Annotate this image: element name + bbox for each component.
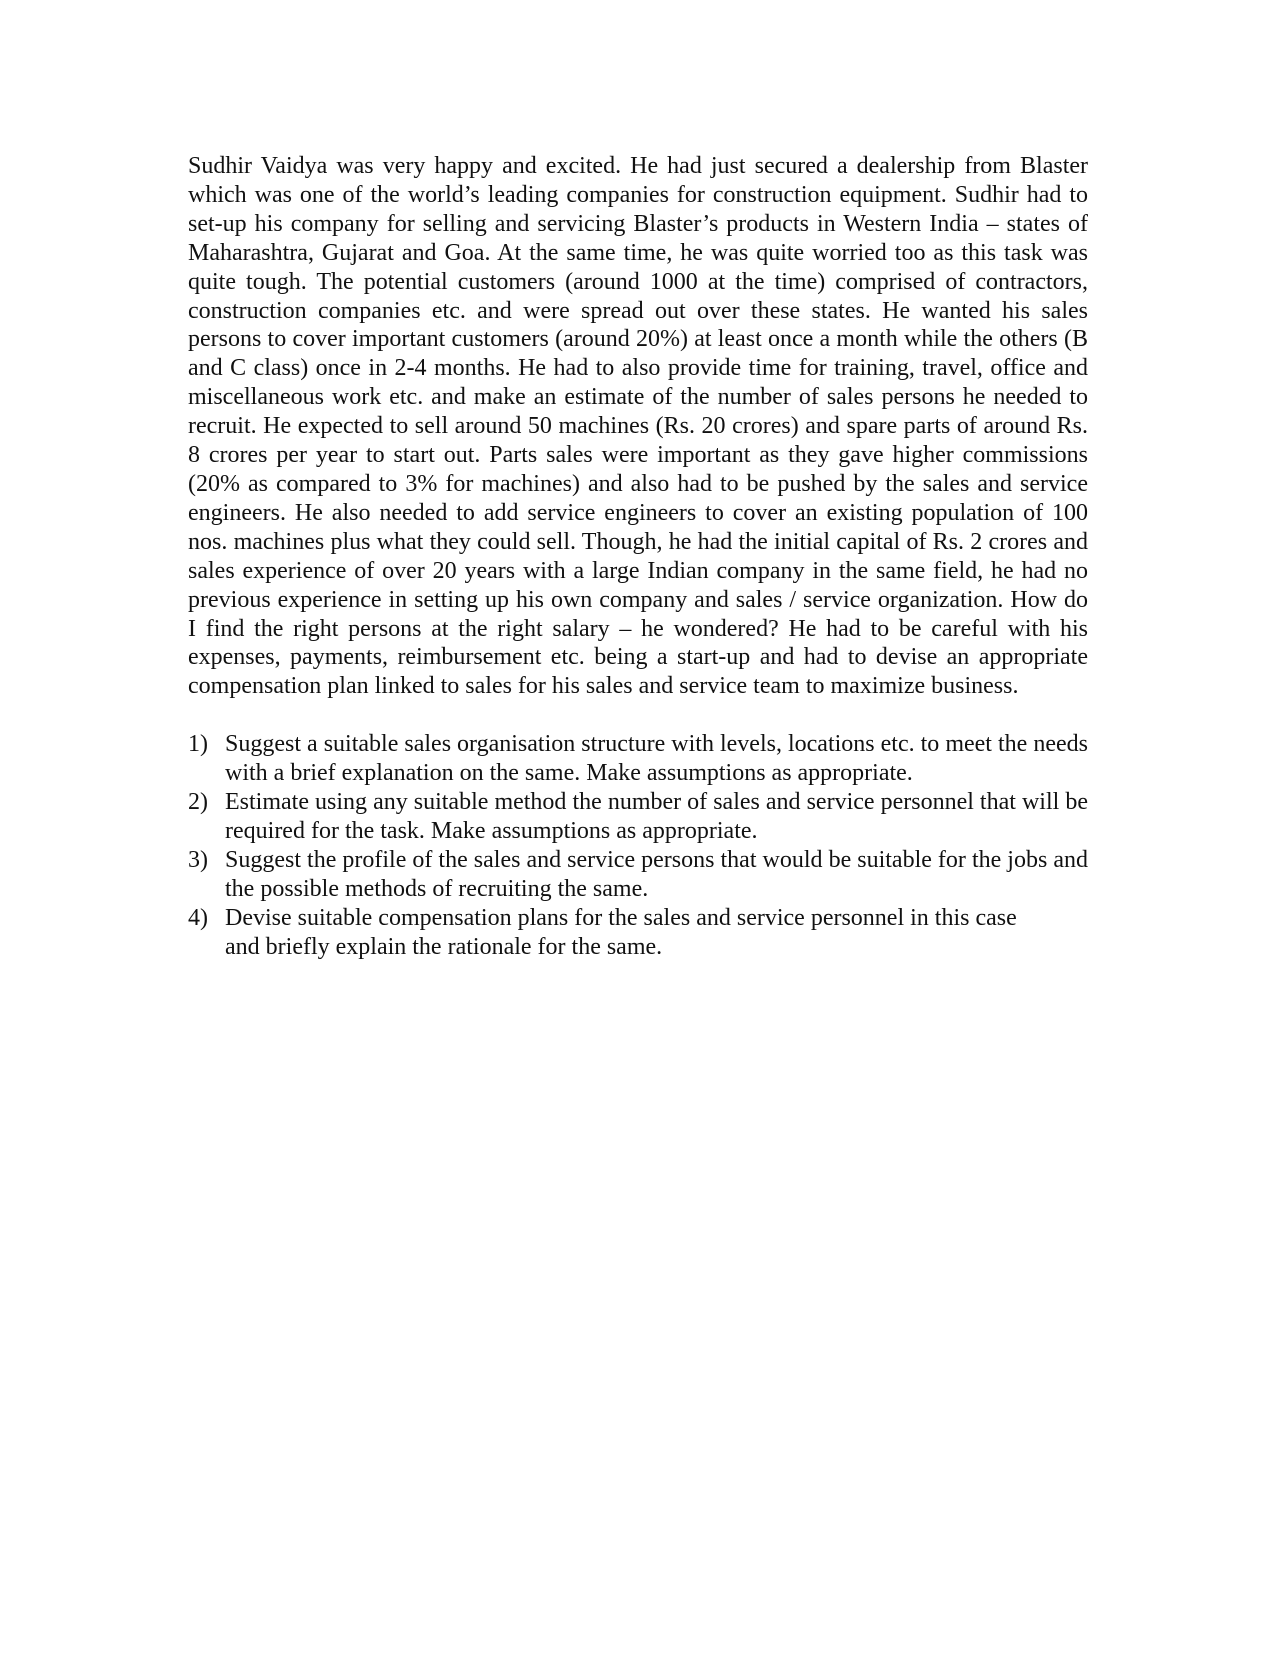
question-number: 4) xyxy=(188,904,208,931)
question-item xyxy=(188,904,1088,962)
question-number: 2) xyxy=(188,789,208,816)
question-text: Devise suitable compensation plans for the sales and service personnel in this case and briefly explain the rationale for the same. xyxy=(225,904,1017,960)
case-paragraph: Sudhir Vaidya was very happy and excited. He had just secured a dealership from Blaster which was one of the world’s leading companies for construction equipment. Sudhir had to set-up his company for selling and servicing Blaster’s products in Western India – states of Maharashtra, Gujarat and Goa. At the same time, he was quite worried too as this task was quite tough. The potential customers (around 1000 at the time) comprised of contractors, construction companies etc. and were spread out over these states. He wanted his sales persons to cover important customers (around 20%) at least once a month while the others (B and C class) once in 2-4 months. He had to also provide time for training, travel, office and miscellaneous work etc. and make an estimate of the number of sales persons he needed to recruit. He expected to sell around 50 machines (Rs. 20 crores) and spare parts of around Rs. 8 crores per year to start out. Parts sales were important as they gave higher commissions (20% as compared to 3% for machines) and also had to be pushed by the sales and service engineers. He also needed to add service engineers to cover an existing population of 100 nos. machines plus what they could sell. Though, he had the initial capital of Rs. 2 crores and sales experience of over 20 years with a large Indian company in the same field, he had no previous experience in setting up his own company and sales / service organization. How do I find the right persons at the right salary – he wondered? He had to be careful with his expenses, payments, reimbursement etc. being a start-up and had to devise an appropriate compensation plan linked to sales for his sales and service team to maximize business. xyxy=(188,153,1088,700)
question-item xyxy=(188,730,1088,788)
document-body xyxy=(188,152,1088,961)
question-list xyxy=(188,730,1088,961)
question-number: 3) xyxy=(188,846,208,873)
question-text: Suggest the profile of the sales and service persons that would be suitable for the jobs and the possible methods of recruiting the same. xyxy=(225,846,1088,902)
question-number: 1) xyxy=(188,731,208,758)
question-item xyxy=(188,846,1088,904)
question-text: Estimate using any suitable method the number of sales and service personnel that will be required for the task. Make assumptions as appropriate. xyxy=(225,789,1088,844)
question-text: Suggest a suitable sales organisation structure with levels, locations etc. to meet the needs with a brief explanation on the same. Make assumptions as appropriate. xyxy=(225,731,1088,787)
question-item xyxy=(188,788,1088,846)
